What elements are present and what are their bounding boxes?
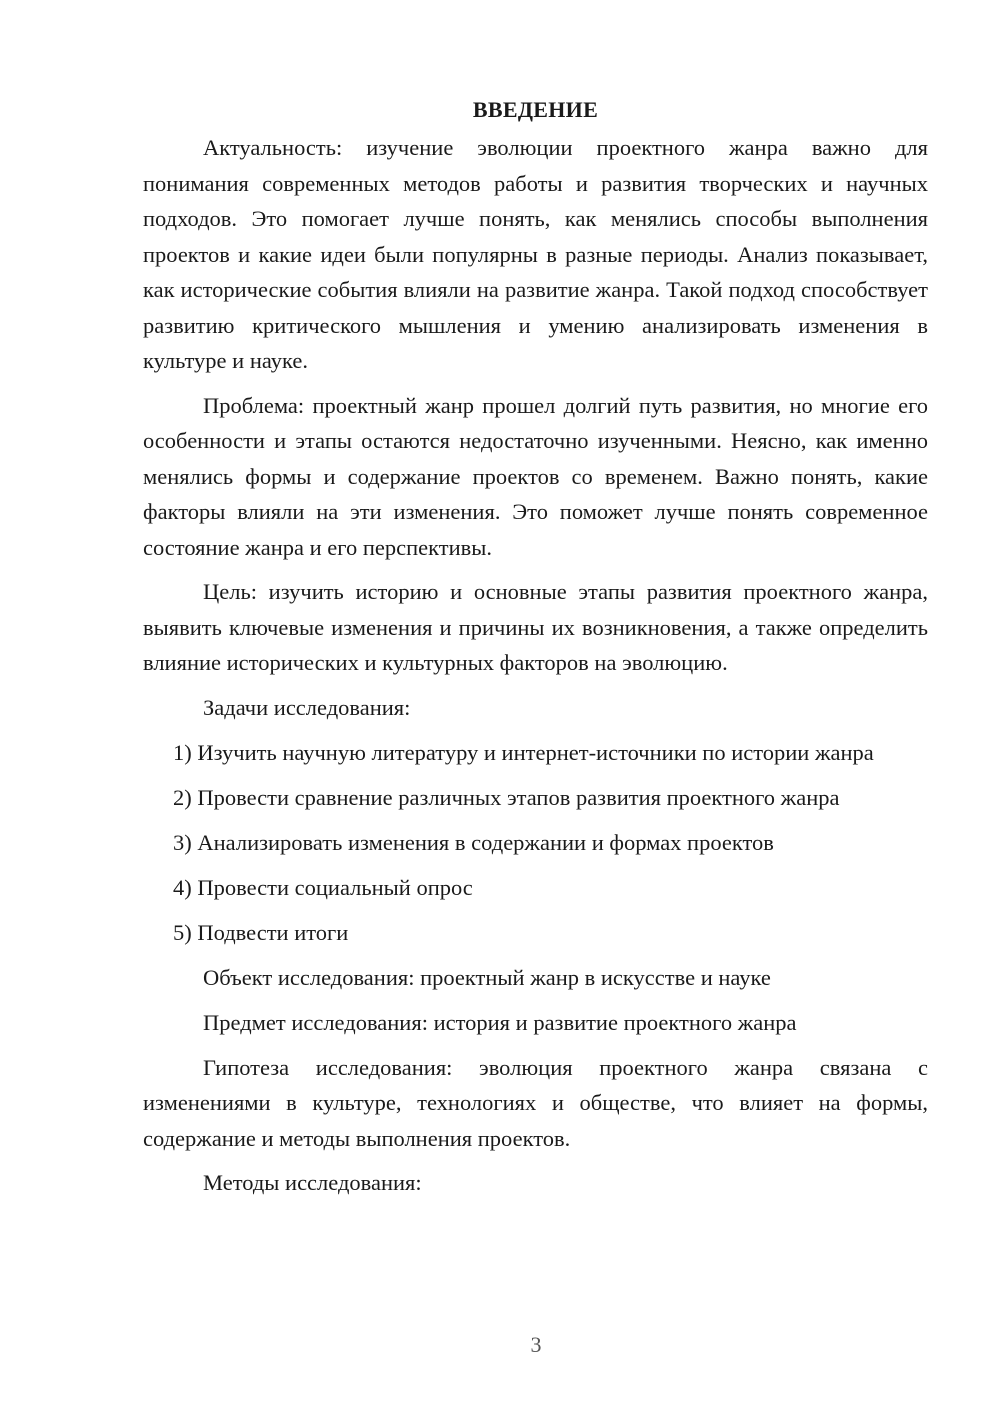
paragraph-relevance: Актуальность: изучение эволюции проектного жанра важно для понимания современных методов работы и развития творческих и научных подходов. Это помогает лучше понять, как менялись способы выполнения проектов и какие идеи были популярны в разные периоды. Анализ показывает, как исторические события влияли на развитие жанра. Такой подход способствует развитию критического мышления и умению анализировать изменения в культуре и науке.	[143, 135, 928, 373]
paragraph-problem: Проблема: проектный жанр прошел долгий путь развития, но многие его особенности и этапы остаются недостаточно изученными. Неясно, как именно менялись формы и содержание проектов со временем. Важно понять, какие факторы влияли на эти изменения. Это поможет лучше понять современное состояние жанра и его перспективы.	[143, 392, 928, 560]
tasks-title: Задачи исследования:	[203, 694, 411, 720]
task-item-3: 3) Анализировать изменения в содержании и формах проектов	[173, 829, 774, 855]
paragraph-object: Объект исследования: проектный жанр в искусстве и науке	[203, 964, 771, 990]
page-title: ВВЕДЕНИЕ	[472, 97, 599, 122]
methods-title: Методы исследования:	[203, 1170, 422, 1195]
document-page	[143, 92, 928, 1210]
paragraph-hypothesis: Гипотеза исследования: эволюция проектного жанра связана с изменениями в культуре, технологиях и обществе, что влияет на формы, содержание и методы выполнения проектов.	[143, 1054, 928, 1151]
paragraph-goal: Цель: изучить историю и основные этапы развития проектного жанра, выявить ключевые изменения и причины их возникновения, а также определить влияние исторических и культурных факторов на эволюцию.	[143, 579, 928, 675]
task-item-1: 1) Изучить научную литературу и интернет-источники по истории жанра	[173, 739, 874, 765]
paragraph-subject: Предмет исследования: история и развитие проектного жанра	[203, 1009, 797, 1035]
task-item-2: 2) Провести сравнение различных этапов развития проектного жанра	[173, 784, 840, 810]
task-item-4: 4) Провести социальный опрос	[173, 874, 473, 900]
page-number: 3	[530, 1332, 542, 1357]
task-item-5: 5) Подвести итоги	[173, 919, 349, 945]
